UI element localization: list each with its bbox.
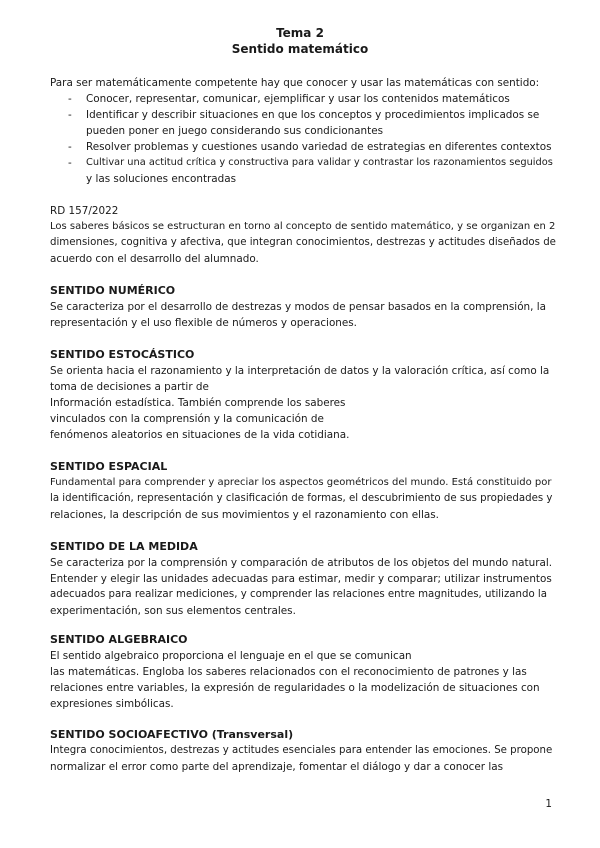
paragraph-line: Se orienta hacia el razonamiento y la interpretación de datos y la valoración crítica, así como la [50,365,550,377]
paragraph-line: toma de decisiones a partir de [50,381,209,393]
paragraph-line: acuerdo con el desarrollo del alumnado. [50,253,259,265]
paragraph-line: Fundamental para comprender y apreciar los aspectos geométricos del mundo. Está constituido por [50,477,552,488]
document-title: Tema 2 [276,26,324,40]
section-heading-algebraico: SENTIDO ALGEBRAICO [50,633,188,646]
paragraph-line: Los saberes básicos se estructuran en torno al concepto de sentido matemático, y se organizan en 2 [50,221,556,232]
paragraph-line: adecuados para realizar mediciones, y comprender las relaciones entre magnitudes, utilizando la [50,589,547,600]
paragraph-line: Se caracteriza por el desarrollo de destrezas y modos de pensar basados en la comprensión, la [50,301,546,313]
section-heading-estocastico: SENTIDO ESTOCÁSTICO [50,348,195,361]
paragraph-line: fenómenos aleatorios en situaciones de la vida cotidiana. [50,429,350,441]
paragraph-line: relaciones, la descripción de sus movimientos y el razonamiento con ellas. [50,509,439,521]
section-heading-numerico: SENTIDO NUMÉRICO [50,284,176,297]
paragraph-line: vinculados con la comprensión y la comunicación de [50,413,324,425]
section-heading-socioafectivo: SENTIDO SOCIOAFECTIVO (Transversal) [50,728,294,741]
paragraph-line: representación y el uso flexible de números y operaciones. [50,317,357,329]
bullet-text: Cultivar una actitud crítica y constructiva para validar y contrastar los razonamientos seguidos [86,157,553,168]
page-number: 1 [545,798,552,810]
paragraph-line: la identificación, representación y clasificación de formas, el descubrimiento de sus propiedades y [50,493,553,504]
paragraph-line: normalizar el error como parte del aprendizaje, fomentar el diálogo y dar a conocer las [50,761,504,773]
paragraph-line: Información estadística. También comprende los saberes [50,397,346,409]
bullet-dash: - [68,93,72,105]
bullet-dash: - [68,141,72,153]
bullet-dash: - [68,109,72,121]
bullet-text: Conocer, representar, comunicar, ejemplificar y usar los contenidos matemáticos [86,93,510,105]
paragraph-line: relaciones entre variables, la expresión de regularidades o la modelización de situaciones con [50,682,540,694]
rd-reference: RD 157/2022 [50,205,119,217]
intro-lead: Para ser matemáticamente competente hay que conocer y usar las matemáticas con sentido: [50,77,540,89]
bullet-text: Identificar y describir situaciones en que los conceptos y procedimientos implicados se [86,109,540,121]
paragraph-line: expresiones simbólicas. [50,698,174,710]
paragraph-line: dimensiones, cognitiva y afectiva, que integran conocimientos, destrezas y actitudes diseñados de [50,237,556,248]
section-heading-espacial: SENTIDO ESPACIAL [50,460,168,473]
paragraph-line: El sentido algebraico proporciona el lenguaje en el que se comunican [50,650,412,662]
document-subtitle: Sentido matemático [231,42,369,56]
paragraph-line: las matemáticas. Engloba los saberes relacionados con el reconocimiento de patrones y las [50,666,527,678]
bullet-text: pueden poner en juego considerando sus condicionantes [86,125,384,137]
paragraph-line: experimentación, son sus elementos centrales. [50,605,296,617]
paragraph-line: Integra conocimientos, destrezas y actitudes esenciales para entender las emociones. Se propone [50,745,553,756]
bullet-dash: - [68,157,72,169]
paragraph-line: Se caracteriza por la comprensión y comparación de atributos de los objetos del mundo natural. [50,557,553,569]
bullet-text: Resolver problemas y cuestiones usando variedad de estrategias en diferentes contextos [86,141,552,153]
paragraph-line: Entender y elegir las unidades adecuadas para estimar, medir y comparar; utilizar instrumentos [50,573,552,585]
bullet-text: y las soluciones encontradas [86,173,237,185]
section-heading-medida: SENTIDO DE LA MEDIDA [50,540,198,553]
